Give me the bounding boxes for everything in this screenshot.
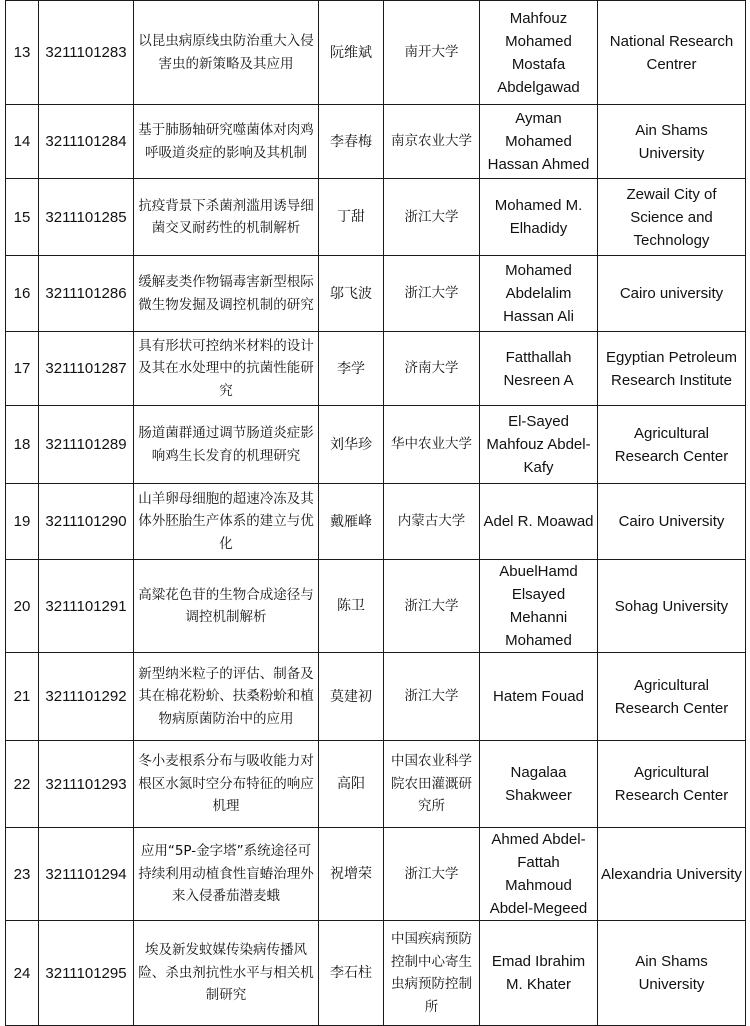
chinese-pi: 高阳 [319,741,384,828]
project-id: 3211101284 [39,105,134,179]
foreign-pi: Mahfouz Mohamed Mostafa Abdelgawad [480,1,598,105]
table-body [6,1,746,1026]
chinese-pi: 丁甜 [319,179,384,256]
project-title: 高粱花色苷的生物合成途径与调控机制解析 [134,560,319,653]
row-number: 14 [6,105,39,179]
project-title: 基于肺肠轴研究噬菌体对肉鸡呼吸道炎症的影响及其机制 [134,105,319,179]
row-number: 19 [6,484,39,560]
project-id: 3211101294 [39,828,134,921]
project-title: 新型纳米粒子的评估、制备及其在棉花粉蚧、扶桑粉蚧和植物病原菌防治中的应用 [134,653,319,741]
chinese-institution: 浙江大学 [384,179,480,256]
foreign-organization: Egyptian Petroleum Research Institute [598,332,746,406]
project-title: 抗疫背景下杀菌剂滥用诱导细菌交叉耐药性的机制解析 [134,179,319,256]
project-title: 以昆虫病原线虫防治重大入侵害虫的新策略及其应用 [134,1,319,105]
chinese-institution: 浙江大学 [384,828,480,921]
table-row [6,828,746,921]
chinese-institution: 济南大学 [384,332,480,406]
project-id: 3211101283 [39,1,134,105]
row-number: 13 [6,1,39,105]
table-row [6,105,746,179]
project-title: 缓解麦类作物镉毒害新型根际微生物发掘及调控机制的研究 [134,256,319,332]
chinese-institution: 浙江大学 [384,256,480,332]
foreign-organization: Ain Shams University [598,105,746,179]
foreign-organization: Ain Shams University [598,921,746,1026]
foreign-pi: Ayman Mohamed Hassan Ahmed [480,105,598,179]
chinese-institution: 浙江大学 [384,653,480,741]
table-row [6,921,746,1026]
project-title: 山羊卵母细胞的超速冷冻及其体外胚胎生产体系的建立与优化 [134,484,319,560]
foreign-organization: Agricultural Research Center [598,653,746,741]
table-row [6,560,746,653]
chinese-pi: 邬飞波 [319,256,384,332]
chinese-pi: 祝增荣 [319,828,384,921]
foreign-pi: Emad Ibrahim M. Khater [480,921,598,1026]
table-row [6,653,746,741]
project-title: 埃及新发蚊媒传染病传播风险、杀虫剂抗性水平与相关机制研究 [134,921,319,1026]
chinese-institution: 中国疾病预防控制中心寄生虫病预防控制所 [384,921,480,1026]
foreign-organization: Cairo university [598,256,746,332]
chinese-pi: 阮维斌 [319,1,384,105]
row-number: 22 [6,741,39,828]
foreign-organization: Sohag University [598,560,746,653]
row-number: 20 [6,560,39,653]
project-id: 3211101285 [39,179,134,256]
chinese-pi: 戴雁峰 [319,484,384,560]
foreign-pi: El-Sayed Mahfouz Abdel-Kafy [480,406,598,484]
table-row [6,741,746,828]
foreign-organization: Cairo University [598,484,746,560]
foreign-organization: Alexandria University [598,828,746,921]
chinese-pi: 李石柱 [319,921,384,1026]
chinese-institution: 华中农业大学 [384,406,480,484]
project-title: 具有形状可控纳米材料的设计及其在水处理中的抗菌性能研究 [134,332,319,406]
chinese-pi: 李春梅 [319,105,384,179]
table-row [6,256,746,332]
foreign-pi: AbuelHamd Elsayed Mehanni Mohamed [480,560,598,653]
table-row [6,406,746,484]
foreign-pi: Ahmed Abdel-Fattah Mahmoud Abdel-Megeed [480,828,598,921]
foreign-pi: Nagalaa Shakweer [480,741,598,828]
foreign-pi: Mohamed Abdelalim Hassan Ali [480,256,598,332]
foreign-organization: Agricultural Research Center [598,406,746,484]
project-id: 3211101286 [39,256,134,332]
chinese-pi: 陈卫 [319,560,384,653]
row-number: 17 [6,332,39,406]
row-number: 18 [6,406,39,484]
row-number: 16 [6,256,39,332]
chinese-institution: 中国农业科学院农田灌溉研究所 [384,741,480,828]
row-number: 21 [6,653,39,741]
chinese-pi: 李学 [319,332,384,406]
chinese-pi: 莫建初 [319,653,384,741]
project-id: 3211101295 [39,921,134,1026]
project-id: 3211101293 [39,741,134,828]
table-row [6,1,746,105]
project-table [5,0,746,1026]
chinese-institution: 南京农业大学 [384,105,480,179]
project-id: 3211101290 [39,484,134,560]
table-row [6,332,746,406]
table-row [6,484,746,560]
row-number: 15 [6,179,39,256]
project-id: 3211101289 [39,406,134,484]
foreign-organization: Agricultural Research Center [598,741,746,828]
row-number: 24 [6,921,39,1026]
project-id: 3211101292 [39,653,134,741]
chinese-institution: 浙江大学 [384,560,480,653]
project-title: 应用“5P-金字塔”系统途径可持续利用动植食性盲蝽治理外来入侵番茄潜麦蛾 [134,828,319,921]
project-id: 3211101287 [39,332,134,406]
project-title: 冬小麦根系分布与吸收能力对根区水氮时空分布特征的响应机理 [134,741,319,828]
row-number: 23 [6,828,39,921]
chinese-pi: 刘华珍 [319,406,384,484]
foreign-pi: Adel R. Moawad [480,484,598,560]
foreign-organization: Zewail City of Science and Technology [598,179,746,256]
foreign-organization: National Research Centrer [598,1,746,105]
chinese-institution: 内蒙古大学 [384,484,480,560]
foreign-pi: Fatthallah Nesreen A [480,332,598,406]
chinese-institution: 南开大学 [384,1,480,105]
foreign-pi: Mohamed M. Elhadidy [480,179,598,256]
project-title: 肠道菌群通过调节肠道炎症影响鸡生长发育的机理研究 [134,406,319,484]
foreign-pi: Hatem Fouad [480,653,598,741]
project-id: 3211101291 [39,560,134,653]
table-row [6,179,746,256]
